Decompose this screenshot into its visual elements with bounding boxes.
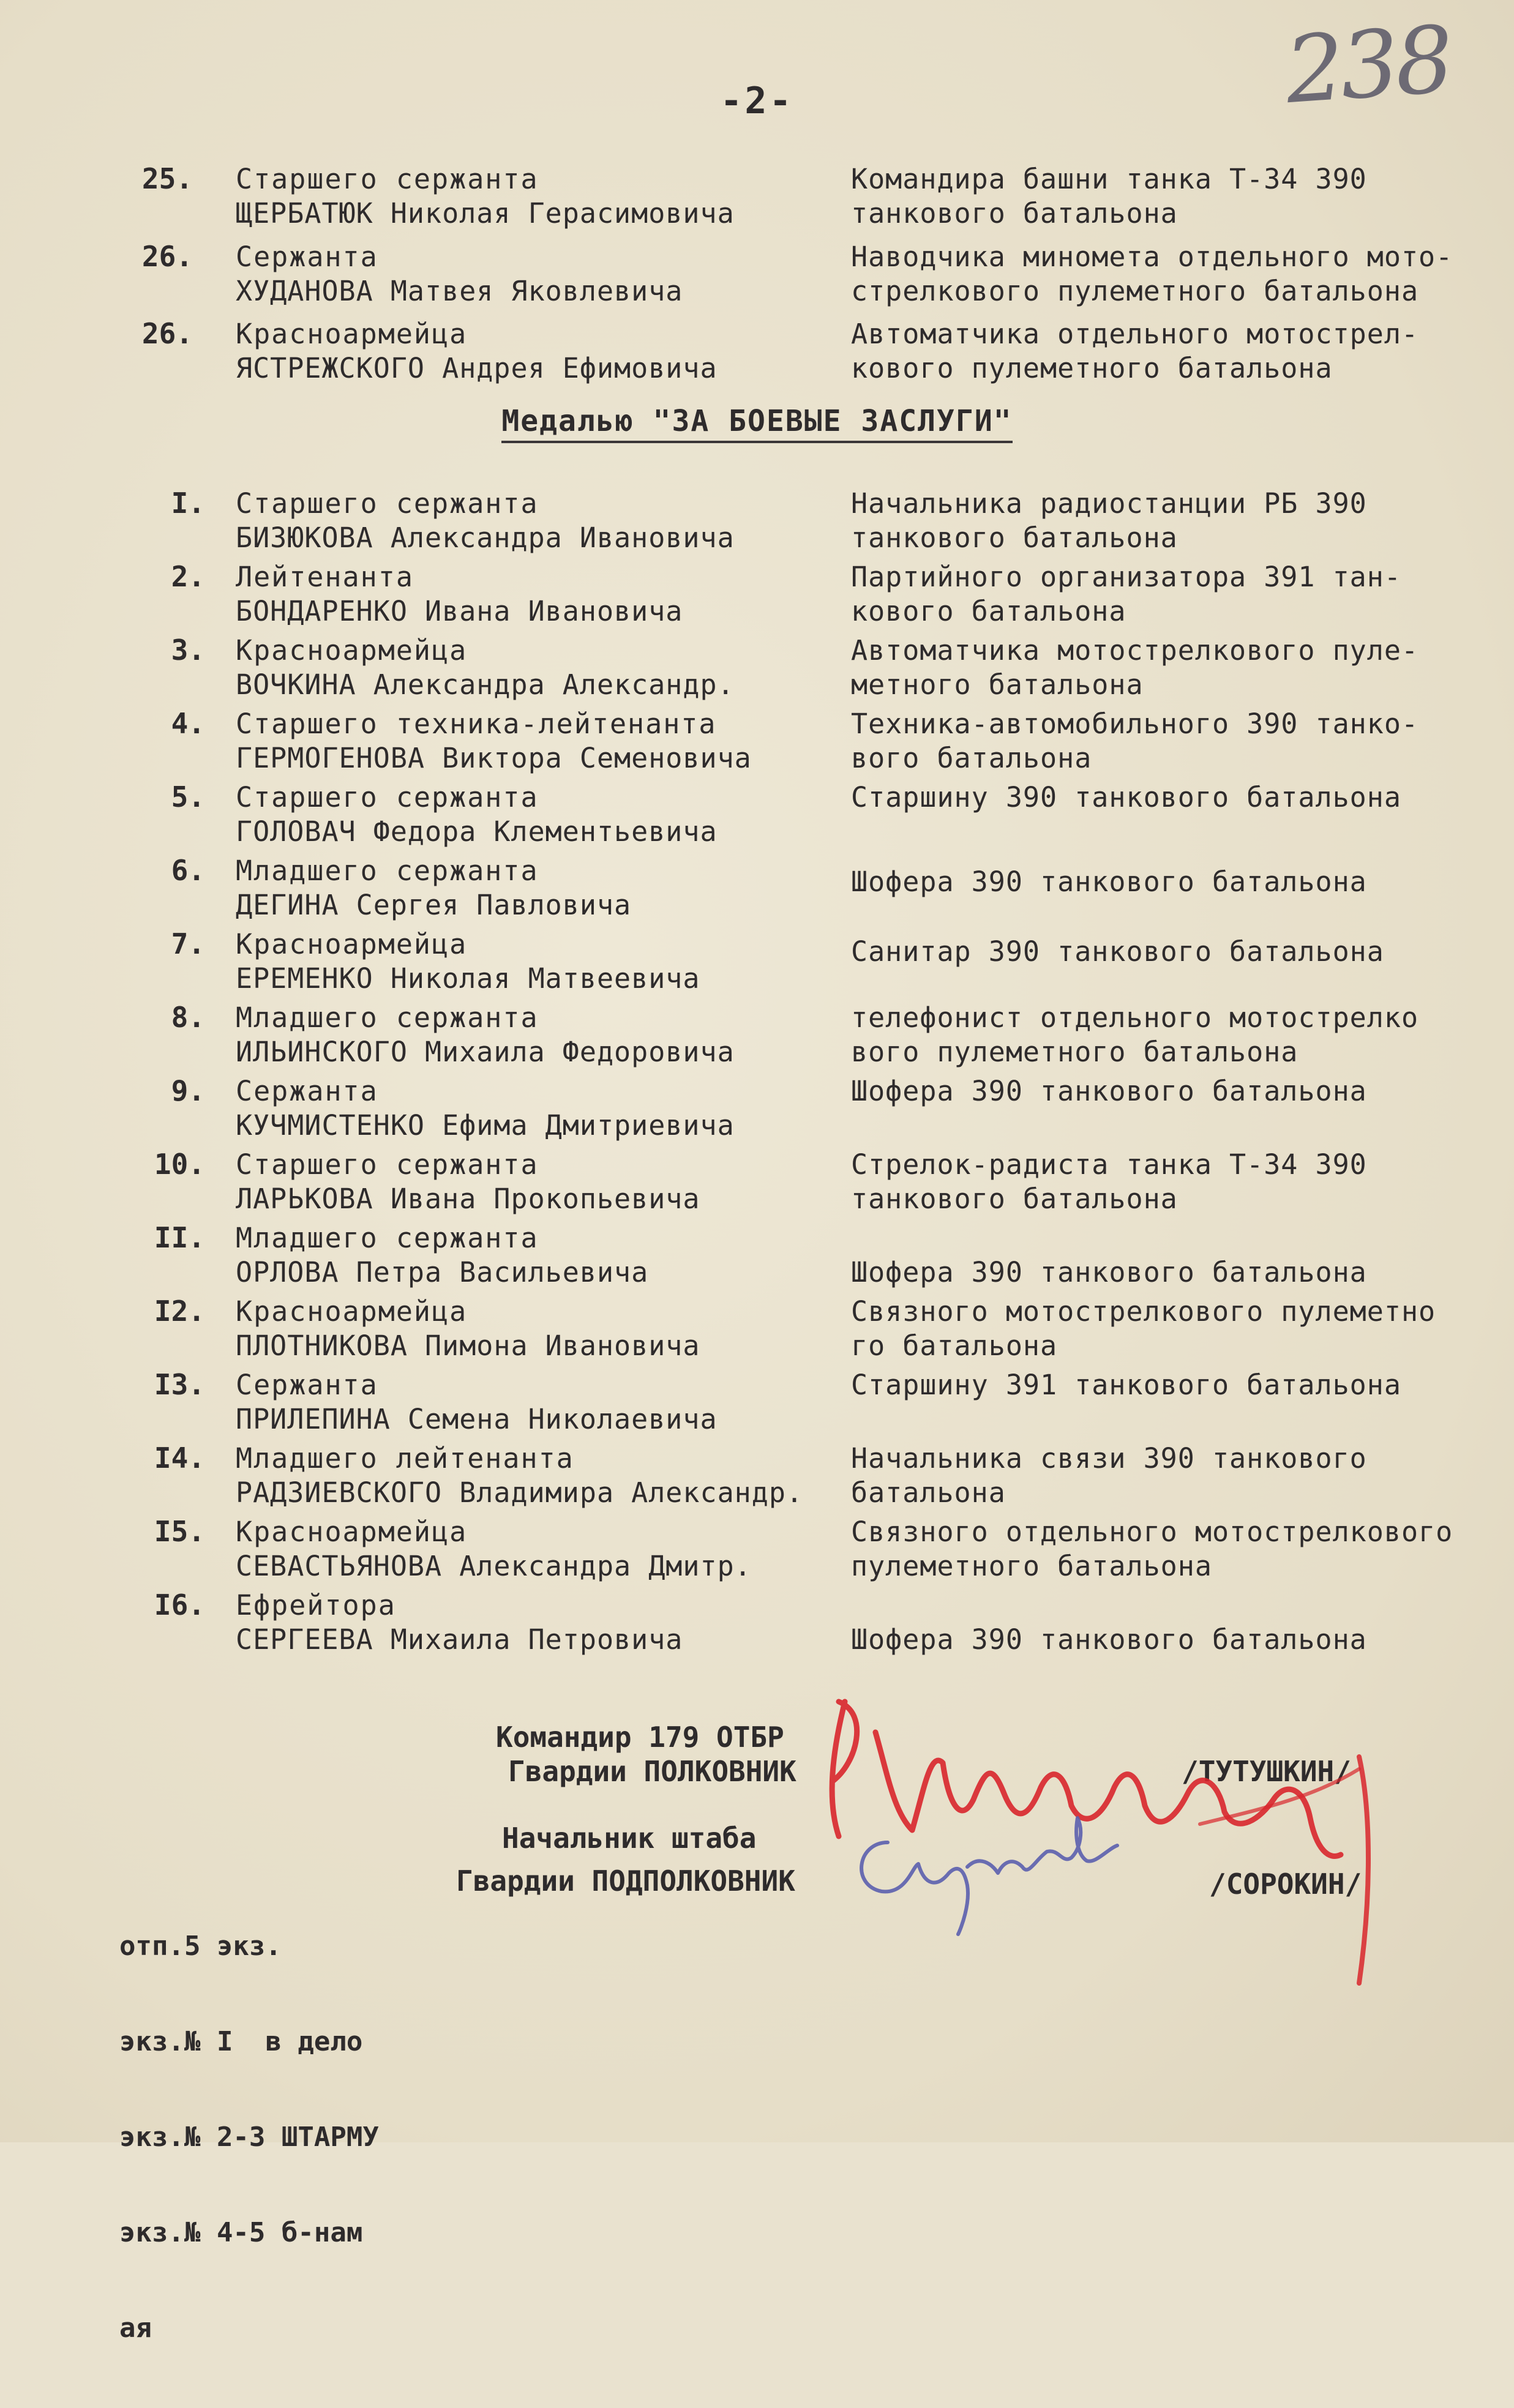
entry-name: РАДЗИЕВСКОГО Владимира Александр. <box>236 1476 804 1509</box>
entry-duty: Шофера 390 танкового батальона <box>851 1256 1367 1288</box>
entry-duty: Начальника связи 390 танкового батальона <box>851 1442 1367 1509</box>
entry-duty: Шофера 390 танкового батальона <box>851 1623 1367 1656</box>
entry-rank: Старшего сержанта <box>236 781 539 813</box>
entry-number: 9. <box>171 1074 205 1107</box>
entry-duty: Старшину 391 танкового батальона <box>851 1369 1401 1401</box>
list-item <box>0 634 1514 707</box>
entry-rank: Сержанта <box>236 1369 378 1401</box>
entry-name: ЯСТРЕЖСКОГО Андрея Ефимовича <box>236 352 718 384</box>
entry-name: КУЧМИСТЕНКО Ефима Дмитриевича <box>236 1109 735 1142</box>
entry-number: I5. <box>154 1515 205 1548</box>
page-number: -2- <box>720 80 794 122</box>
entry-rank: Красноармейца <box>236 928 468 960</box>
entry-name: ВОЧКИНА Александра Александр. <box>236 668 735 701</box>
entry-person <box>236 240 848 308</box>
entry-number: 26. <box>141 317 193 350</box>
entry-name: ОРЛОВА Петра Васильевича <box>236 1256 649 1288</box>
entry-duty: Старшину 390 танкового батальона <box>851 781 1401 813</box>
entry-duty: Связного отдельного мотострелкового пулеметного батальона <box>851 1516 1453 1582</box>
entry-name: ГОЛОВАЧ Федора Клементьевича <box>236 815 718 848</box>
chief-of-staff-rank: Гвардии ПОДПОЛКОВНИК <box>456 1864 795 1898</box>
distribution-list: отп.5 экз. экз.№ I в дело экз.№ 2-3 ШТАРМУ экз.№ 4-5 б-нам ая <box>119 1931 379 2344</box>
list-item <box>0 1515 1514 1588</box>
entry-name: ГЕРМОГЕНОВА Виктора Семеновича <box>236 742 752 774</box>
list-item <box>0 317 1514 391</box>
entry-rank: Младшего сержанта <box>236 1222 539 1254</box>
entry-name: ЩЕРБАТЮК Николая Герасимовича <box>236 197 735 230</box>
entry-name: БИЗЮКОВА Александра Ивановича <box>236 522 735 554</box>
entry-duty: Наводчика миномета отдельного мото- стрелкового пулеметного батальона <box>851 241 1453 307</box>
entry-name: ХУДАНОВА Матвея Яковлевича <box>236 275 683 307</box>
list-item <box>0 780 1514 854</box>
entry-rank: Красноармейца <box>236 1516 468 1548</box>
entry-number: I4. <box>154 1441 205 1475</box>
entry-number: 6. <box>171 854 205 887</box>
entry-person <box>236 1001 848 1069</box>
entry-person <box>236 1515 848 1584</box>
commander-block <box>496 1720 796 1789</box>
entry-number: 4. <box>171 707 205 740</box>
list-item <box>0 560 1514 634</box>
entry-person <box>236 487 848 555</box>
entry-number: 8. <box>171 1001 205 1034</box>
entry-duty: Партийного организатора 391 тан- кового батальона <box>851 561 1401 627</box>
list-item <box>0 854 1514 927</box>
entry-number: 7. <box>171 927 205 960</box>
entry-duty: телефонист отдельного мотострелко вого пулеметного батальона <box>851 1001 1419 1068</box>
entry-person <box>236 1148 848 1216</box>
entry-rank: Лейтенанта <box>236 561 414 593</box>
list-item <box>0 927 1514 1001</box>
entry-number: II. <box>154 1221 205 1254</box>
entry-number: 3. <box>171 634 205 667</box>
entry-person <box>236 780 848 849</box>
entry-person <box>236 560 848 629</box>
commander-name: /ТУТУШКИН/ <box>1182 1755 1351 1788</box>
entry-name: ИЛЬИНСКОГО Михаила Федоровича <box>236 1036 735 1068</box>
entry-name: СЕРГЕЕВА Михаила Петровича <box>236 1623 683 1656</box>
entry-duty: Автоматчика мотострелкового пуле- метного батальона <box>851 634 1419 701</box>
entry-number: 26. <box>141 240 193 273</box>
list-item <box>0 162 1514 236</box>
section-title: Медалью "ЗА БОЕВЫЕ ЗАСЛУГИ" <box>0 404 1514 438</box>
entry-person <box>236 1368 848 1437</box>
entry-duty: Стрелок-радиста танка Т-34 390 танкового батальона <box>851 1148 1367 1215</box>
list-item <box>0 1074 1514 1148</box>
entry-rank: Сержанта <box>236 241 378 273</box>
commander-rank: Гвардии ПОЛКОВНИК <box>508 1755 796 1788</box>
entry-duty: Шофера 390 танкового батальона <box>851 1075 1367 1107</box>
list-item <box>0 1001 1514 1074</box>
entry-rank: Красноармейца <box>236 634 468 667</box>
list-item <box>0 1295 1514 1368</box>
list-item <box>0 1368 1514 1441</box>
list-item <box>0 1148 1514 1221</box>
entry-person <box>236 1441 848 1510</box>
entry-name: СЕВАСТЬЯНОВА Александра Дмитр. <box>236 1550 752 1582</box>
entry-duty: Техника-автомобильного 390 танко- вого батальона <box>851 708 1419 774</box>
entry-number: 2. <box>171 560 205 593</box>
entry-person <box>236 317 848 386</box>
entry-number: 5. <box>171 780 205 813</box>
entry-number: 10. <box>154 1148 205 1181</box>
entry-rank: Старшего техника-лейтенанта <box>236 708 717 740</box>
list-item <box>0 1441 1514 1515</box>
entry-number: I3. <box>154 1368 205 1401</box>
chief-of-staff-signature <box>845 1806 1151 1940</box>
entry-person <box>236 1588 848 1657</box>
entry-number: I2. <box>154 1295 205 1328</box>
entry-rank: Красноармейца <box>236 318 468 350</box>
entry-duty: Связного мотострелкового пулеметно го батальона <box>851 1295 1436 1362</box>
list-item <box>0 1221 1514 1295</box>
entry-duty: Начальника радиостанции РБ 390 танкового батальона <box>851 487 1367 554</box>
entry-name: ПРИЛЕПИНА Семена Николаевича <box>236 1403 718 1435</box>
entry-rank: Ефрейтора <box>236 1589 396 1621</box>
entry-person <box>236 1295 848 1363</box>
entry-rank: Младшего сержанта <box>236 1001 539 1034</box>
entry-rank: Младшего сержанта <box>236 854 539 887</box>
entry-name: ПЛОТНИКОВА Пимона Ивановича <box>236 1329 700 1362</box>
entry-person <box>236 927 848 996</box>
list-item <box>0 487 1514 560</box>
list-item <box>0 707 1514 780</box>
entry-rank: Сержанта <box>236 1075 378 1107</box>
entry-rank: Красноармейца <box>236 1295 468 1328</box>
entry-person <box>236 1221 848 1290</box>
entry-duty: Командира башни танка Т-34 390 танкового батальона <box>851 163 1367 230</box>
entry-rank: Старшего сержанта <box>236 487 539 520</box>
entry-rank: Младшего лейтенанта <box>236 1442 574 1475</box>
chief-of-staff-name: /СОРОКИН/ <box>1209 1868 1362 1901</box>
entry-duty: Автоматчика отдельного мотострел- кового пулеметного батальона <box>851 318 1419 384</box>
archive-number: 238 <box>1282 6 1454 125</box>
entry-number: 25. <box>141 162 193 195</box>
entry-person <box>236 1074 848 1143</box>
entry-name: ЛАРЬКОВА Ивана Прокопьевича <box>236 1183 700 1215</box>
entry-person <box>236 707 848 776</box>
list-item <box>0 1588 1514 1662</box>
entry-number: I. <box>171 487 205 520</box>
entry-person <box>236 854 848 922</box>
entry-name: ЕРЕМЕНКО Николая Матвеевича <box>236 962 700 995</box>
commander-title: Командир 179 ОТБР <box>496 1721 784 1754</box>
entry-person <box>236 634 848 702</box>
chief-of-staff-title: Начальник штаба <box>502 1822 757 1855</box>
entry-person <box>236 162 848 231</box>
entry-number: I6. <box>154 1588 205 1621</box>
entry-rank: Старшего сержанта <box>236 1148 539 1181</box>
entry-rank: Старшего сержанта <box>236 163 539 195</box>
entry-name: ДЕГИНА Сергея Павловича <box>236 889 632 921</box>
entry-name: БОНДАРЕНКО Ивана Ивановича <box>236 595 683 627</box>
list-item <box>0 240 1514 313</box>
entry-duty: Санитар 390 танкового батальона <box>851 935 1384 968</box>
entry-duty: Шофера 390 танкового батальона <box>851 866 1367 898</box>
